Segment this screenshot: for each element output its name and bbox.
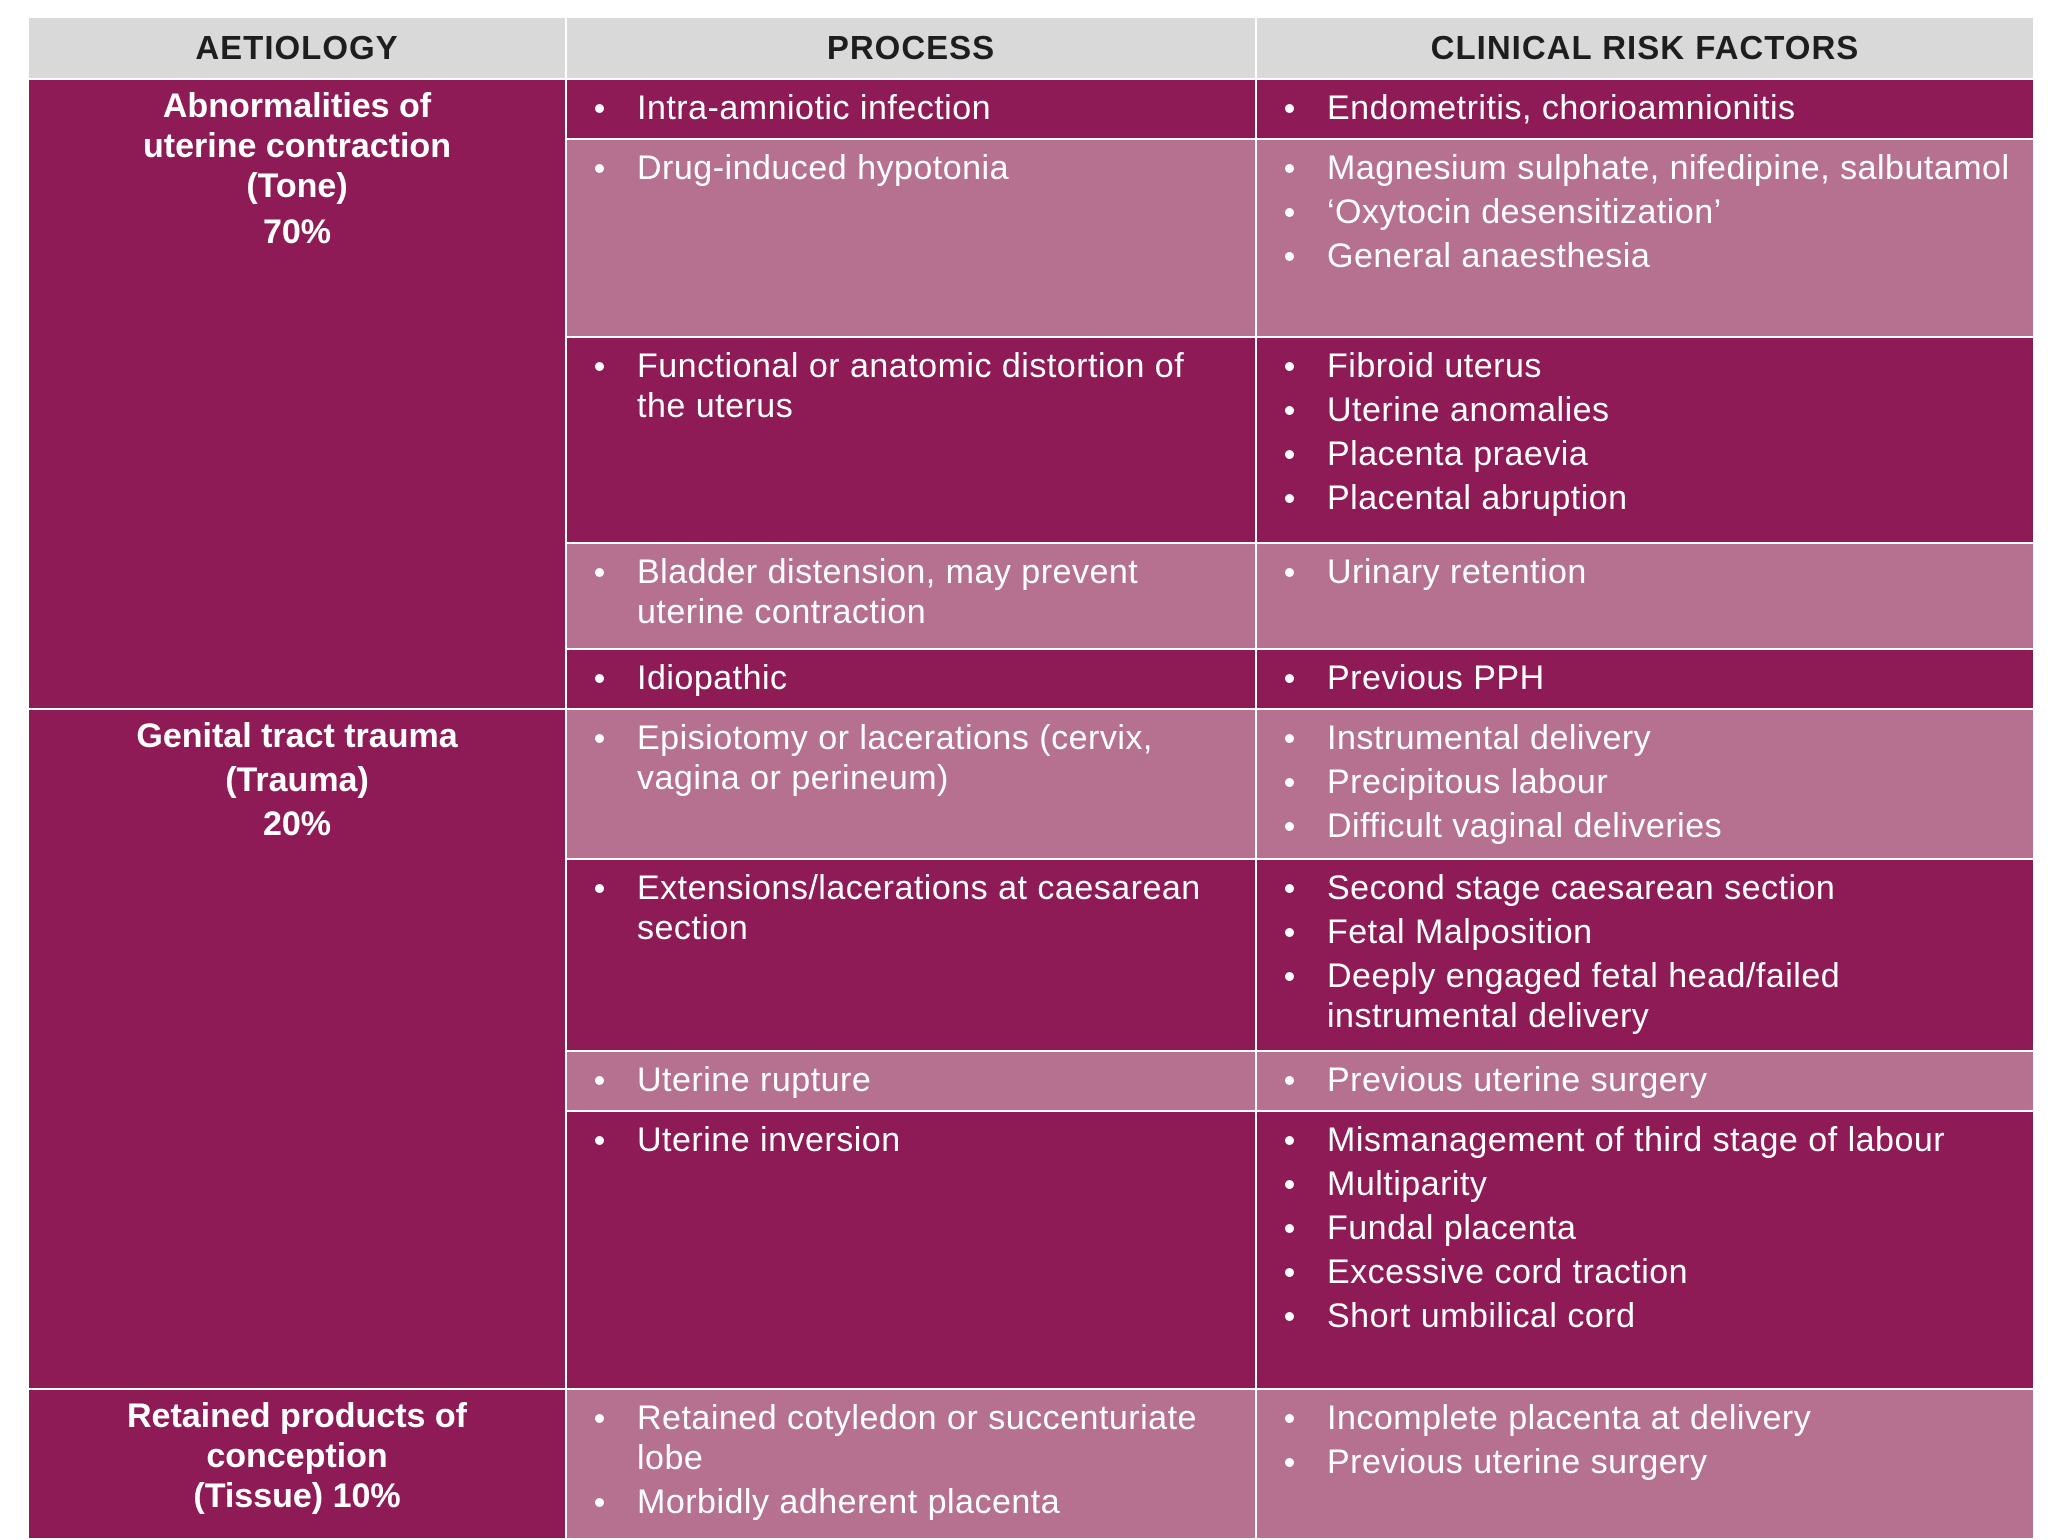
risk-item: Previous PPH xyxy=(1285,658,2017,698)
process-item: Uterine rupture xyxy=(595,1060,1239,1100)
risk-item: Magnesium sulphate, nifedipine, salbutamol xyxy=(1285,148,2017,188)
process-item: Drug-induced hypotonia xyxy=(595,148,1239,188)
risk-item: Difficult vaginal deliveries xyxy=(1285,806,2017,846)
risk-cell xyxy=(1256,1051,2034,1111)
table-row xyxy=(28,709,2034,859)
risk-cell xyxy=(1256,139,2034,337)
risk-cell xyxy=(1256,859,2034,1051)
process-item: Episiotomy or lacerations (cervix, vagina or perineum) xyxy=(595,718,1239,798)
risk-item: Fetal Malposition xyxy=(1285,912,2017,952)
risk-cell xyxy=(1256,709,2034,859)
aetiology-label: conception xyxy=(206,1437,388,1475)
header-process: PROCESS xyxy=(566,17,1256,79)
risk-item: Uterine anomalies xyxy=(1285,390,2017,430)
aetiology-label: (Tone) xyxy=(246,167,348,205)
aetiology-label: Abnormalities of xyxy=(162,87,432,125)
pph-causes-table xyxy=(27,16,2035,1540)
risk-item: Placental abruption xyxy=(1285,478,2017,518)
process-cell xyxy=(566,139,1256,337)
aetiology-percent: 70% xyxy=(262,213,332,251)
risk-item: Previous uterine surgery xyxy=(1285,1442,2017,1482)
process-cell xyxy=(566,337,1256,543)
table-row xyxy=(28,79,2034,139)
risk-item: ‘Oxytocin desensitization’ xyxy=(1285,192,2017,232)
aetiology-label: Retained products of xyxy=(126,1397,468,1435)
risk-item: Fibroid uterus xyxy=(1285,346,2017,386)
risk-cell xyxy=(1256,337,2034,543)
aetiology-cell-tone xyxy=(28,79,566,709)
process-cell xyxy=(566,1389,1256,1539)
risk-item: Precipitous labour xyxy=(1285,762,2017,802)
process-cell xyxy=(566,709,1256,859)
process-item: Uterine inversion xyxy=(595,1120,1239,1160)
risk-item: Excessive cord traction xyxy=(1285,1252,2017,1292)
header-aetiology: AETIOLOGY xyxy=(28,17,566,79)
risk-item: Multiparity xyxy=(1285,1164,2017,1204)
table-row xyxy=(28,1389,2034,1539)
risk-item: Short umbilical cord xyxy=(1285,1296,2017,1336)
process-cell xyxy=(566,859,1256,1051)
process-cell xyxy=(566,649,1256,709)
process-cell xyxy=(566,1051,1256,1111)
risk-item: Second stage caesarean section xyxy=(1285,868,2017,908)
risk-cell xyxy=(1256,1111,2034,1389)
risk-item: Endometritis, chorioamnionitis xyxy=(1285,88,2017,128)
header-row xyxy=(28,17,2034,79)
risk-item: Fundal placenta xyxy=(1285,1208,2017,1248)
process-cell xyxy=(566,1111,1256,1389)
risk-cell xyxy=(1256,79,2034,139)
risk-item: Deeply engaged fetal head/failed instrumental delivery xyxy=(1285,956,2017,1036)
process-item: Morbidly adherent placenta xyxy=(595,1482,1239,1522)
risk-item: Incomplete placenta at delivery xyxy=(1285,1398,2017,1438)
process-item: Extensions/lacerations at caesarean section xyxy=(595,868,1239,948)
process-item: Bladder distension, may prevent uterine contraction xyxy=(595,552,1239,632)
aetiology-label: (Trauma) xyxy=(225,761,369,799)
process-cell xyxy=(566,543,1256,649)
process-item: Idiopathic xyxy=(595,658,1239,698)
process-item: Functional or anatomic distortion of the uterus xyxy=(595,346,1239,426)
aetiology-percent: 20% xyxy=(262,805,332,843)
process-cell xyxy=(566,79,1256,139)
risk-item: Urinary retention xyxy=(1285,552,2017,592)
risk-cell xyxy=(1256,543,2034,649)
risk-item: General anaesthesia xyxy=(1285,236,2017,276)
risk-item: Instrumental delivery xyxy=(1285,718,2017,758)
risk-cell xyxy=(1256,649,2034,709)
aetiology-label: Genital tract trauma xyxy=(136,717,458,755)
risk-cell xyxy=(1256,1389,2034,1539)
process-item: Intra-amniotic infection xyxy=(595,88,1239,128)
header-clinical-risk-factors: CLINICAL RISK FACTORS xyxy=(1256,17,2034,79)
aetiology-label: (Tissue) 10% xyxy=(193,1477,401,1515)
aetiology-label: uterine contraction xyxy=(143,127,451,165)
process-item: Retained cotyledon or succenturiate lobe xyxy=(595,1398,1239,1478)
risk-item: Placenta praevia xyxy=(1285,434,2017,474)
aetiology-cell-trauma xyxy=(28,709,566,1389)
aetiology-cell-tissue xyxy=(28,1389,566,1539)
risk-item: Mismanagement of third stage of labour xyxy=(1285,1120,2017,1160)
risk-item: Previous uterine surgery xyxy=(1285,1060,2017,1100)
